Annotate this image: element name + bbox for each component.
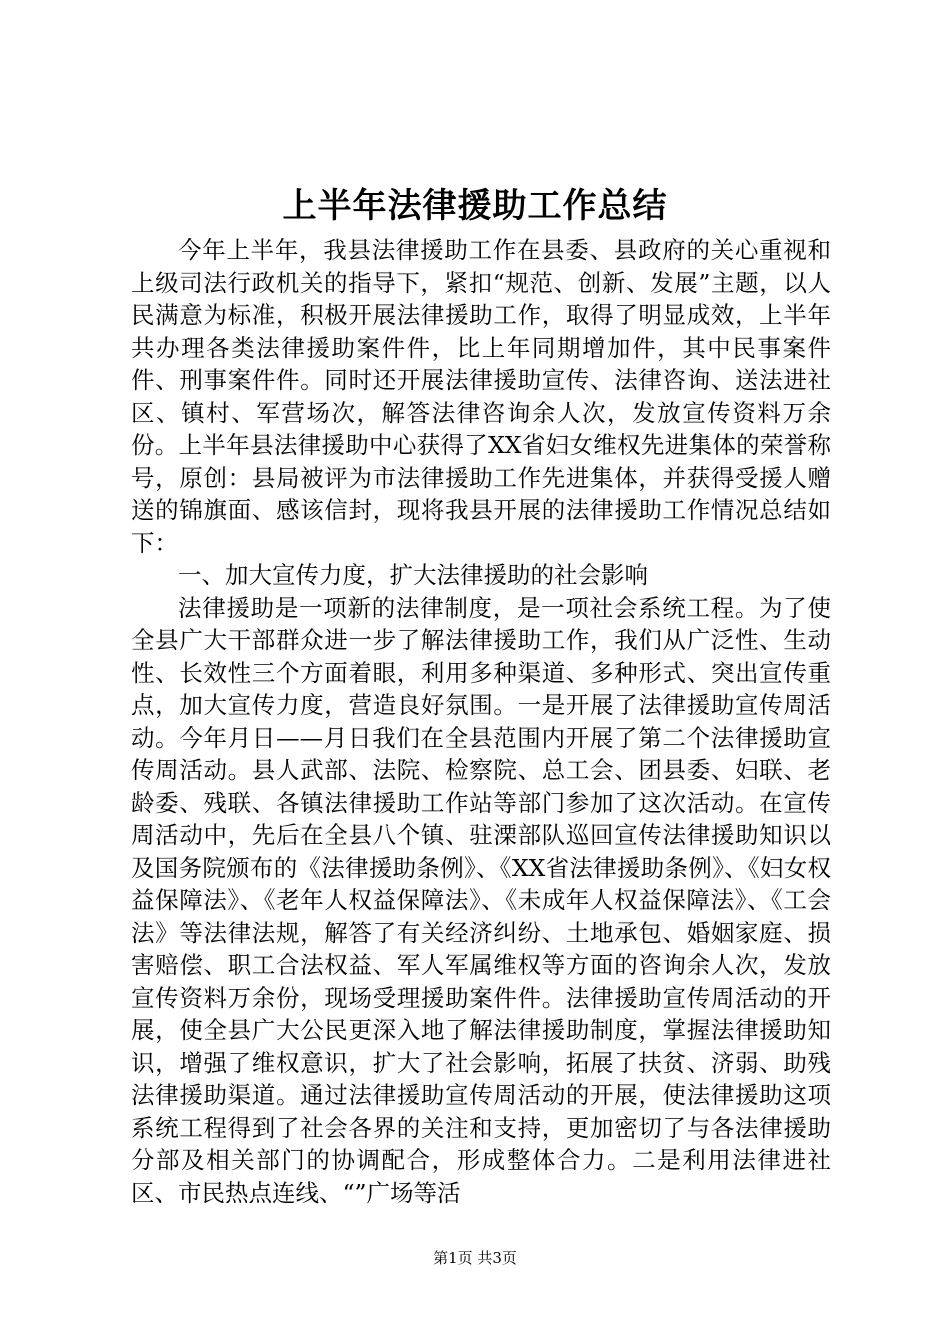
page-number: 第1页 <box>433 1249 473 1267</box>
paragraph-section-1: 法律援助是一项新的法律制度，是一项社会系统工程。为了使全县广大干部群众进一步了解法律援助工作，我们从广泛性、生动性、长效性三个方面着眼，利用多种渠道、多种形式、突出宣传重点，加大宣传力度，营造良好氛围。一是开展了法律援助宣传周活动。今年月日——月日我们在全县范围内开展了第二个法律援助宣传周活动。县人武部、法院、检察院、总工会、团县委、妇联、老龄委、残联、各镇法律援助工作站等部门参加了这次活动。在宣传周活动中，先后在全县八个镇、驻溧部队巡回宣传法律援助知识以及国务院颁布的《法律援助条例》、《XX省法律援助条例》、《妇女权益保障法》、《老年人权益保障法》、《未成年人权益保障法》、《工会法》等法律法规，解答了有关经济纠纷、土地承包、婚姻家庭、损害赔偿、职工合法权益、军人军属维权等方面的咨询余人次，发放宣传资料万余份，现场受理援助案件件。法律援助宣传周活动的开展，使全县广大公民更深入地了解法律援助制度，掌握法律援助知识，增强了维权意识，扩大了社会影响，拓展了扶贫、济弱、助残法律援助渠道。通过法律援助宣传周活动的开展，使法律援助这项系统工程得到了社会各界的关注和支持，更加密切了与各法律援助分部及相关部门的协调配合，形成整体合力。二是利用法律进社区、市民热点连线、“”广场等活 <box>131 593 831 1207</box>
page-total: 共3页 <box>477 1249 517 1267</box>
page-footer <box>0 1248 950 1268</box>
document-title: 上半年法律援助工作总结 <box>282 186 668 226</box>
section-heading-1: 一、加大宣传力度，扩大法律援助的社会影响 <box>178 561 648 589</box>
document-body <box>131 234 831 1209</box>
paragraph-intro: 今年上半年，我县法律援助工作在县委、县政府的关心重视和上级司法行政机关的指导下，紧扣“规范、创新、发展”主题，以人民满意为标准，积极开展法律援助工作，取得了明显成效，上半年共办理各类法律援助案件件，比上年同期增加件，其中民事案件件、刑事案件件。同时还开展法律援助宣传、法律咨询、送法进社区、镇村、军营场次，解答法律咨询余人次，发放宣传资料万余份。上半年县法律援助中心获得了XX省妇女维权先进集体的荣誉称号，原创：县局被评为市法律援助工作先进集体，并获得受援人赠送的锦旗面、感该信封，现将我县开展的法律援助工作情况总结如下： <box>131 236 831 557</box>
